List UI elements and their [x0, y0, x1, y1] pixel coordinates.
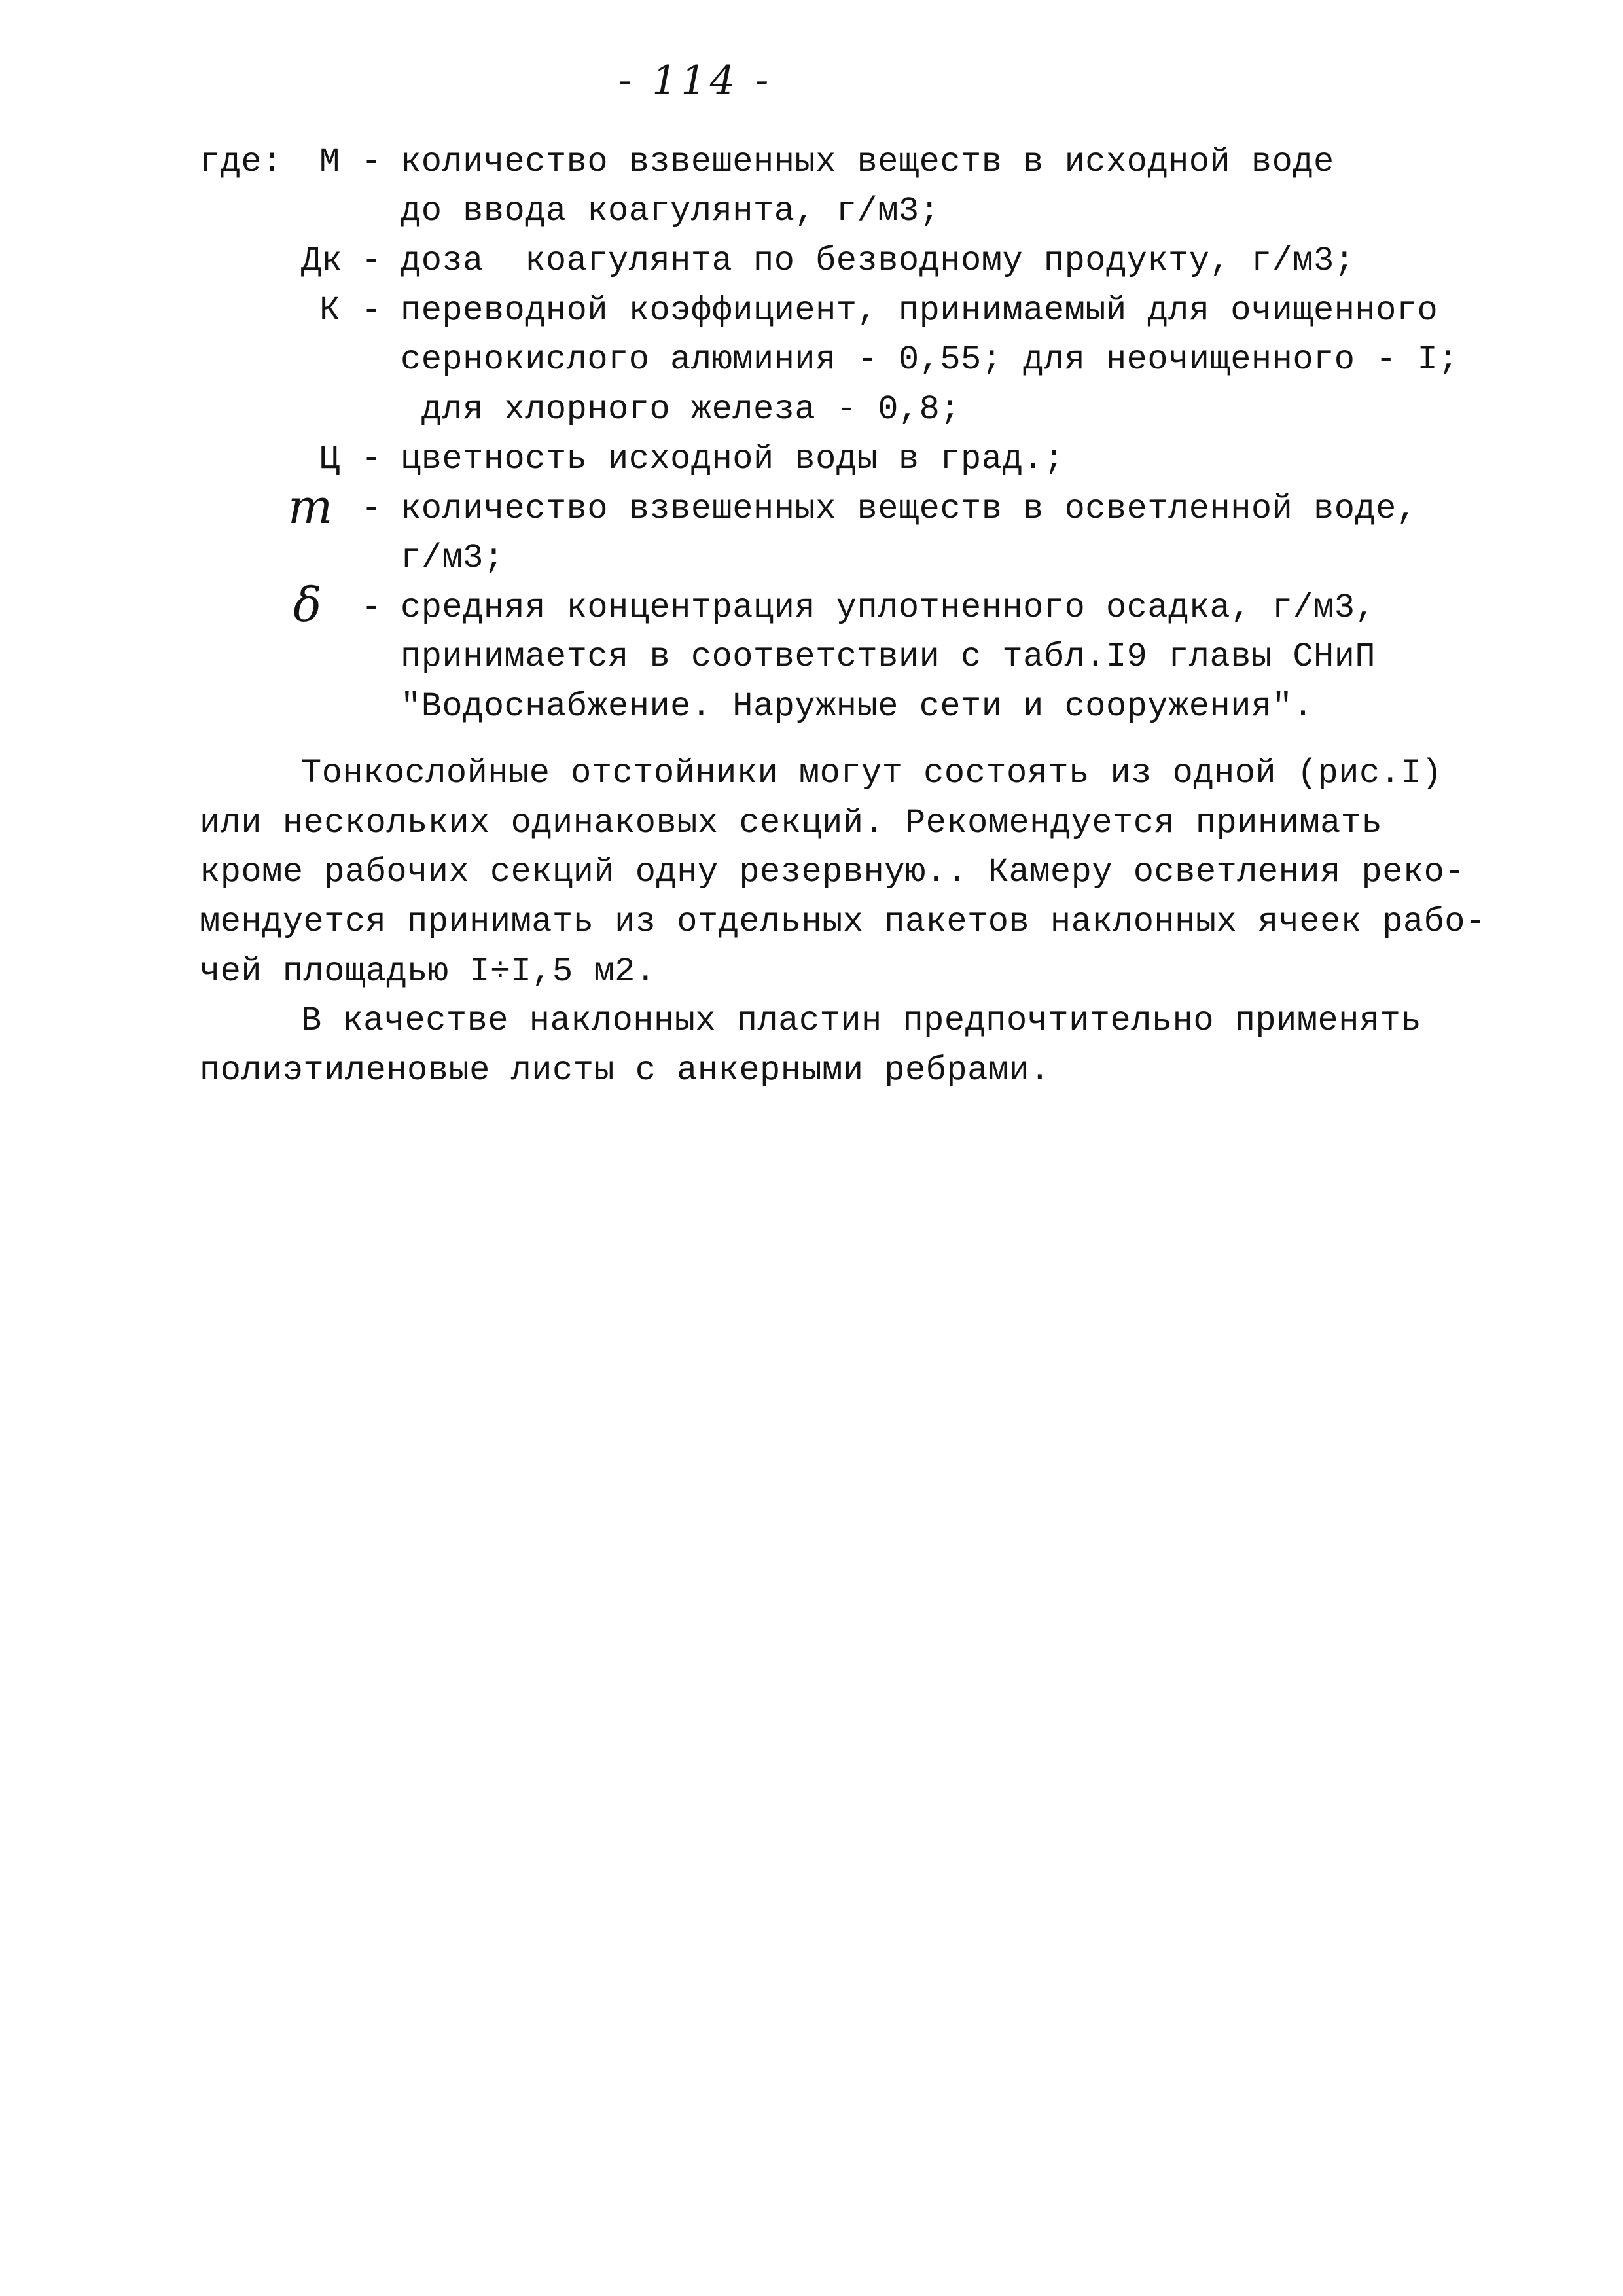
- definition-dash: -: [361, 291, 382, 330]
- symbol-k: К: [319, 291, 340, 330]
- page-number: - 114 -: [618, 58, 773, 103]
- definition-line: переводной коэффициент, принимаемый для очищенного: [401, 291, 1438, 330]
- paragraph-line: В качестве наклонных пластин предпочтительно применять: [301, 1001, 1422, 1040]
- definition-line: сернокислого алюминия - 0,55; для неочищенного - I;: [401, 340, 1459, 379]
- symbol-m-upper: М: [319, 143, 340, 181]
- paragraph-line: или нескольких одинаковых секций. Рекомендуется принимать: [200, 804, 1383, 842]
- definitions-lead: где:: [200, 143, 283, 181]
- symbol-dk: Дк: [301, 242, 342, 280]
- paragraph-line: чей площадью I÷I,5 м2.: [200, 952, 656, 991]
- definition-line: для хлорного железа - 0,8;: [401, 390, 961, 429]
- definition-line: до ввода коагулянта, г/м3;: [401, 192, 940, 230]
- definition-line: количество взвешенных веществ в осветленной воде,: [401, 490, 1418, 528]
- symbol-delta: δ: [293, 577, 322, 632]
- paragraph-line: мендуется принимать из отдельных пакетов наклонных ячеек рабо-: [200, 903, 1486, 941]
- definition-line: доза коагулянта по безводному продукту, г/м3;: [401, 242, 1355, 280]
- definition-dash: -: [361, 242, 382, 280]
- definition-dash: -: [361, 440, 382, 478]
- definition-line: г/м3;: [401, 539, 505, 577]
- paragraph-line: Тонкослойные отстойники могут состоять из одной (рис.I): [301, 754, 1442, 793]
- paragraph-line: кроме рабочих секций одну резервную.. Камеру осветления реко-: [200, 853, 1466, 891]
- paragraph-line: полиэтиленовые листы с анкерными ребрами.: [200, 1051, 1050, 1090]
- definition-line: "Водоснабжение. Наружные сети и сооружения".: [401, 687, 1314, 726]
- definition-line: средняя концентрация уплотненного осадка, г/м3,: [401, 588, 1376, 627]
- definition-line: количество взвешенных веществ в исходной воде: [401, 143, 1334, 181]
- symbol-ts: Ц: [319, 440, 340, 478]
- definition-dash: -: [361, 490, 382, 528]
- definition-dash: -: [361, 143, 382, 181]
- definition-dash: -: [361, 588, 382, 627]
- symbol-m-lower: m: [288, 479, 333, 534]
- definition-line: принимается в соответствии с табл.I9 главы СНиП: [401, 637, 1376, 676]
- definition-line: цветность исходной воды в град.;: [401, 440, 1065, 478]
